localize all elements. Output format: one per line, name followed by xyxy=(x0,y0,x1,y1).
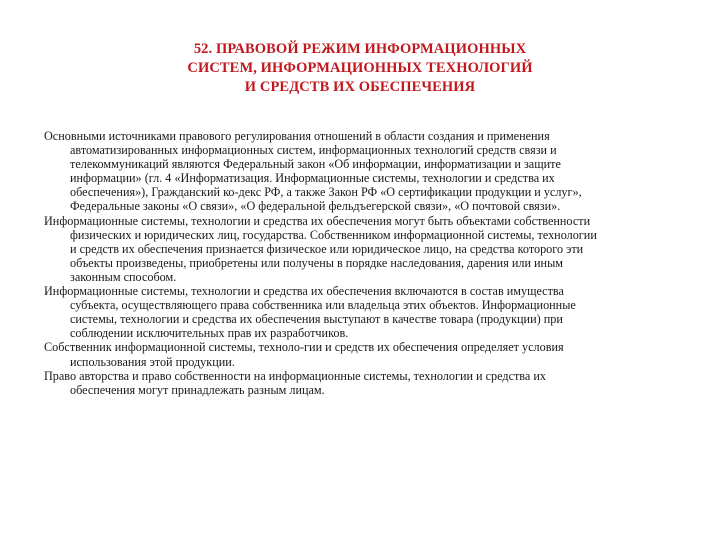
paragraph-line: системы, технологии и средства их обеспечения выступают в качестве товара (продукции) при xyxy=(70,312,563,327)
paragraph-line: информации» (гл. 4 «Информатизация. Информационные системы, технологии и средства их xyxy=(70,171,555,186)
paragraph-property xyxy=(44,284,684,340)
slide-title xyxy=(140,40,580,97)
paragraph-line: автоматизированных информационных систем, информационных технологий средств связи и xyxy=(70,143,557,158)
paragraph-line: физических и юридических лиц, государства. Собственником информационной системы, технологии xyxy=(70,227,597,242)
paragraph-line: субъекта, осуществляющего права собственника или владельца этих объектов. Информационные xyxy=(70,298,576,313)
title-line-3: И СРЕДСТВ ИХ ОБЕСПЕЧЕНИЯ xyxy=(244,79,476,95)
paragraph-line: обеспечения могут принадлежать разным лицам. xyxy=(70,382,325,397)
paragraph-line: использования этой продукции. xyxy=(70,354,235,369)
slide-body xyxy=(44,129,684,397)
paragraph-line: законным способом. xyxy=(70,269,177,284)
paragraph-line: Федеральные законы «О связи», «О федеральной фельдъегерской связи», «О почтовой связи». xyxy=(70,199,561,214)
paragraph-authorship xyxy=(44,369,684,397)
title-line-1: 52. ПРАВОВОЙ РЕЖИМ ИНФОРМАЦИОННЫХ xyxy=(193,41,527,57)
paragraph-line: телекоммуникаций являются Федеральный закон «Об информации, информатизации и защите xyxy=(70,157,561,172)
paragraph-line: соблюдении исключительных прав их разработчиков. xyxy=(70,326,349,341)
paragraph-line: Информационные системы, технологии и средства их обеспечения могут быть объектами собственности xyxy=(44,213,591,228)
paragraph-line: Право авторства и право собственности на информационные системы, технологии и средства их xyxy=(44,368,546,383)
paragraph-line: Собственник информационной системы, техноло-гии и средств их обеспечения определяет условия xyxy=(44,340,564,355)
title-line-2: СИСТЕМ, ИНФОРМАЦИОННЫХ ТЕХНОЛОГИЙ xyxy=(187,60,533,76)
paragraph-sources xyxy=(44,129,684,214)
paragraph-line: объекты произведены, приобретены или получены в порядке наследования, дарения или иным xyxy=(70,255,563,270)
paragraph-line: Основными источниками правового регулирования отношений в области создания и применения xyxy=(44,129,550,143)
paragraph-ownership xyxy=(44,214,684,284)
paragraph-line: Информационные системы, технологии и средства их обеспечения включаются в состав имущества xyxy=(44,284,564,299)
paragraph-usage xyxy=(44,340,684,368)
paragraph-line: и средств их обеспечения признается физическое или юридическое лицо, на средства которого эти xyxy=(70,241,584,256)
paragraph-line: обеспечения»), Гражданский ко-декс РФ, а также Закон РФ «О сертификации продукции и услуг», xyxy=(70,185,582,200)
